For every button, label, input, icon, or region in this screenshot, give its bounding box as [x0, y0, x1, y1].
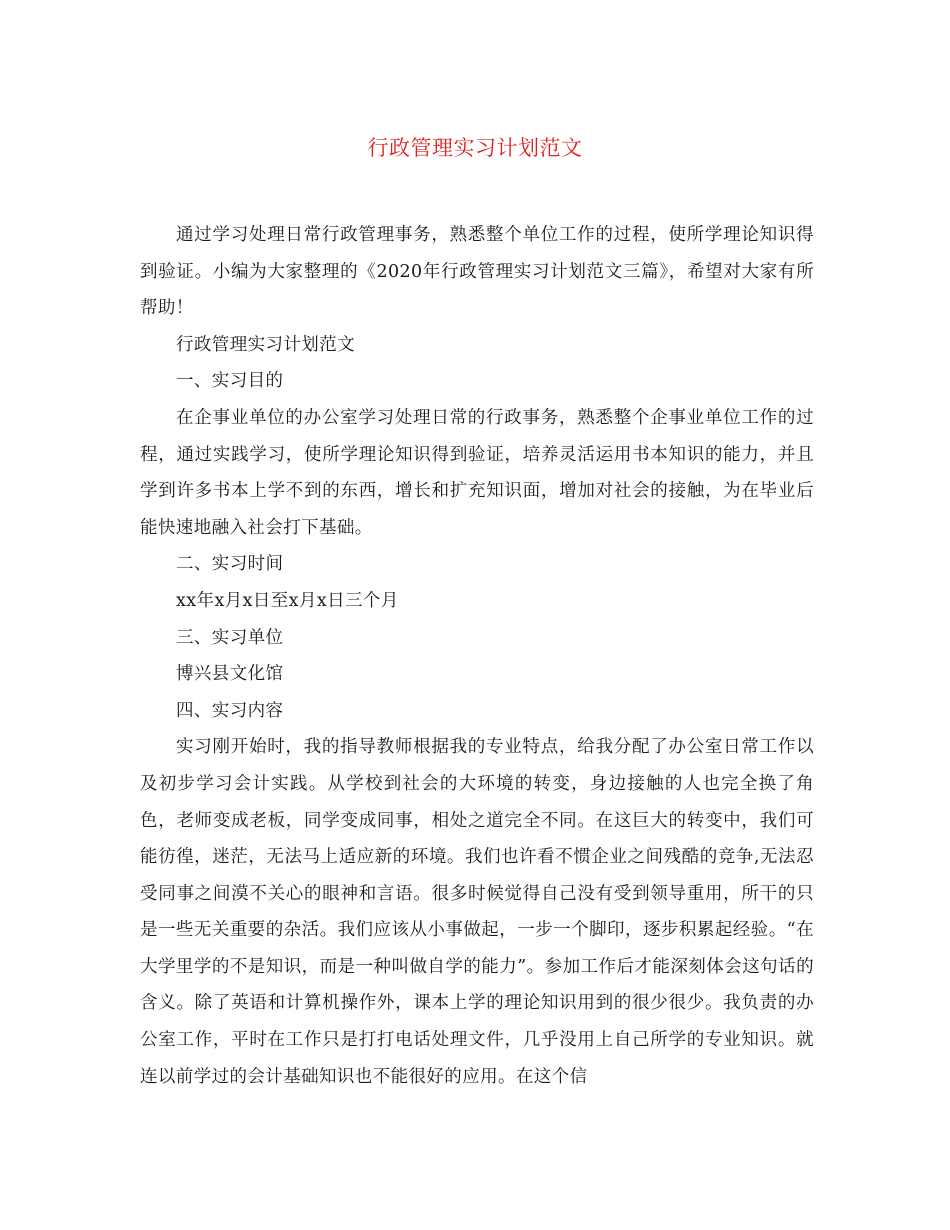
- document-body: [140, 217, 814, 1095]
- paragraph-subtitle: 行政管理实习计划范文: [176, 334, 355, 355]
- document-title: 行政管理实习计划范文: [367, 136, 583, 160]
- heading-unit: 三、实习单位: [176, 627, 284, 648]
- paragraph-purpose: 在企事业单位的办公室学习处理日常的行政事务，熟悉整个企事业单位工作的过程，通过实践学习，使所学理论知识得到验证，培养灵活运用书本知识的能力，并且学到许多书本上学不到的东西，增长和扩充知识面，增加对社会的接触，为在毕业后能快速地融入社会打下基础。: [140, 407, 814, 538]
- paragraph-unit: 博兴县文化馆: [176, 664, 284, 685]
- paragraph-intro: 通过学习处理日常行政管理事务，熟悉整个单位工作的过程，使所学理论知识得到验证。小编为大家整理的《2020年行政管理实习计划范文三篇》，希望对大家有所帮助！: [140, 225, 814, 319]
- heading-purpose: 一、实习目的: [176, 371, 284, 392]
- heading-content: 四、实习内容: [176, 700, 284, 721]
- heading-time: 二、实习时间: [176, 554, 284, 575]
- paragraph-content: 实习刚开始时，我的指导教师根据我的专业特点，给我分配了办公室日常工作以及初步学习会计实践。从学校到社会的大环境的转变，身边接触的人也完全换了角色，老师变成老板，同学变成同事，相处之道完全不同。在这巨大的转变中，我们可能彷徨，迷茫，无法马上适应新的环境。我们也许看不惯企业之间残酷的竞争,无法忍受同事之间漠不关心的眼神和言语。很多时候觉得自己没有受到领导重用，所干的只是一些无关重要的杂活。我们应该从小事做起，一步一个脚印，逐步积累起经验。“在大学里学的不是知识，而是一种叫做自学的能力”。参加工作后才能深刻体会这句话的含义。除了英语和计算机操作外，课本上学的理论知识用到的很少很少。我负责的办公室工作，平时在工作只是打打电话处理文件，几乎没用上自己所学的专业知识。就连以前学过的会计基础知识也不能很好的应用。在这个信: [140, 737, 814, 1087]
- paragraph-time: xx年x月x日至x月x日三个月: [176, 590, 399, 611]
